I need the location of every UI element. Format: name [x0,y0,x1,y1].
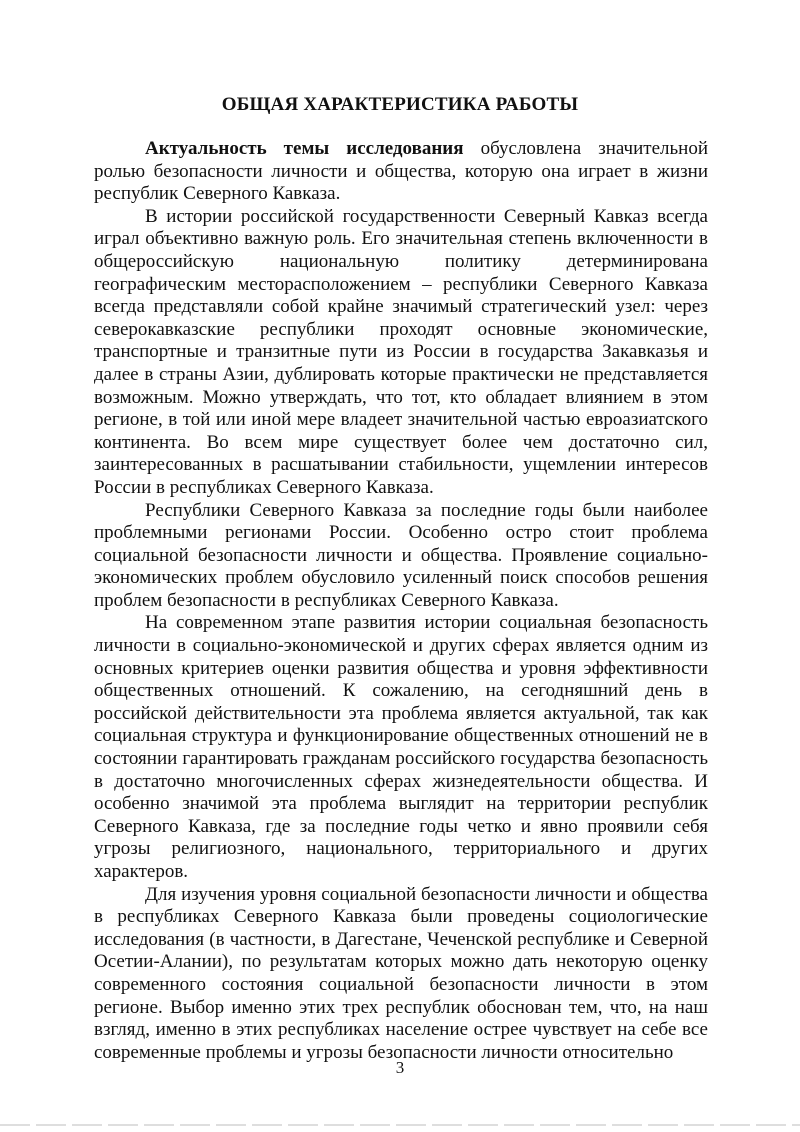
page-bottom-edge [0,1124,800,1126]
relevance-rest-text: обусловлена значительной ролью безопасности личности и общества, которую она играет в жизни республик Северного Кавказа. [94,138,708,205]
page-number: 3 [395,1058,405,1077]
paragraph-problem-regions: Республики Северного Кавказа за последние годы были наиболее проблемными регионами России. Особенно остро стоит проблема социальной безопасности личности и общества. Проявление социально-экономических проблем обусловило усиленный поиск способов решения проблем безопасности в республиках Северного Кавказа. [94,499,708,611]
paragraph-research: Для изучения уровня социальной безопасности личности и общества в республиках Северного Кавказа были проведены социологические исследования (в частности, в Дагестане, Чеченской республике и Северной Осетии-Алании), по результатам которых можно дать некоторую оценку современного состояния социальной безопасности личности в этом регионе. Выбор именно этих трех республик обоснован тем, что, на наш взгляд, именно в этих республиках население острее чувствует на себе все современные проблемы и угрозы безопасности личности относительно [94,883,708,1063]
body-text [94,138,708,1064]
paragraph-relevance [94,138,708,206]
paragraph-current-stage: На современном этапе развития истории социальная безопасность личности в социально-экономической и других сферах является одним из основных критериев оценки развития общества и уровня эффективности общественных отношений. К сожалению, на сегодняшний день в российской действительности эта проблема является актуальной, так как социальная структура и функционирование общественных отношений не в состоянии гарантировать гражданам российского государства безопасность в достаточно многочисленных сферах жизнедеятельности общества. И особенно значимой эта проблема выглядит на территории республик Северного Кавказа, где за последние годы четко и явно проявили себя угрозы религиозного, национального, территориального и других характеров. [94,612,708,882]
page-title: ОБЩАЯ ХАРАКТЕРИСТИКА РАБОТЫ [221,94,579,115]
relevance-lead-text: Актуальность темы исследования [145,138,464,159]
paragraph-history: В истории российской государственности Северный Кавказ всегда играл объективно важную роль. Его значительная степень включенности в общероссийскую национальную политику детерминирована географическим месторасположением – республики Северного Кавказа всегда представляли собой крайне значимый стратегический узел: через северокавказские республики проходят основные экономические, транспортные и транзитные пути из России в государства Закавказья и далее в страны Азии, дублировать которые практически не представляется возможным. Можно утверждать, что тот, кто обладает влиянием в этом регионе, в той или иной мере владеет значительной частью евроазиатского континента. Во всем мире существует более чем достаточно сил, заинтересованных в расшатывании стабильности, ущемлении интересов России в республиках Северного Кавказа. [94,205,708,498]
